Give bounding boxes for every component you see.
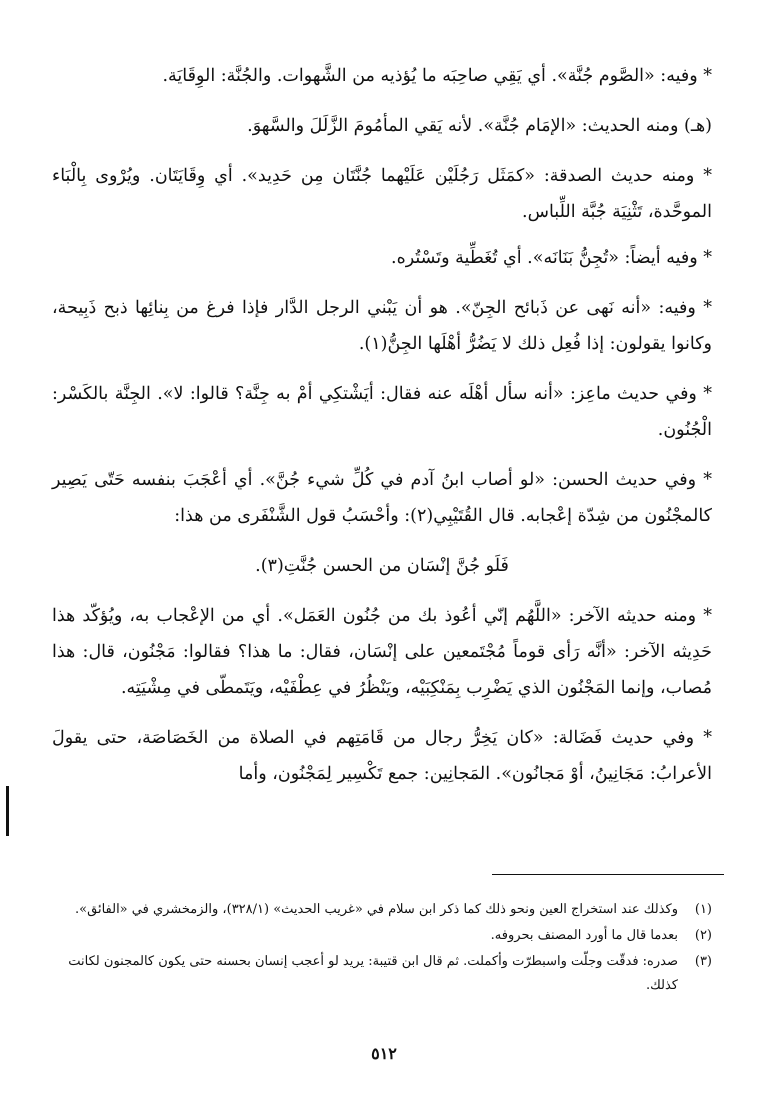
footnote-number: (١): [694, 902, 712, 917]
paragraph: * وفيه أيضاً: «تُجِنُّ بَنَانَه». أي تُغَطِّية وتَسْتُره.: [391, 248, 712, 268]
paragraph: * ومنه حديثه الآخر: «اللَّهُم إنّي أعُوذ بك من جُنُون العَمَل». أي من الإعْجاب به، ويُؤكّد هذا حَدِيثه الآخر: «أنَّه رَأى قوماً مُجْتَمعين على إنْسَان، فقال: ما هذا؟ فقالوا: مَجْنُون، قال: هذا مُصاب، وإنما المَجْنُون الذي يَضْرِب بِمَنْكِبَيْه، ويَنْظُرُ في عِطْفَيْه، ويَتَمطّى في مِشْيَتِه.: [52, 606, 712, 698]
page-number: ٥١٢: [371, 1044, 397, 1063]
footnote: [60, 950, 712, 998]
footnote-separator: [492, 874, 724, 875]
paragraph: * وفيه: «الصَّوم جُنَّة». أي يَقِي صاحِبَه ما يُؤذيه من الشَّهوات. والجُنَّة: الوِقَايَة.: [162, 66, 712, 86]
footnote: [60, 924, 712, 948]
paragraph: * وفيه: «أنه نَهى عن ذَبائح الجِنّ». هو أن يَبْني الرجل الدَّار فإذا فرغ من بِنائِها ذبح ذَبِيحة، وكانوا يقولون: إذا فُعِل ذلك لا يَضُرُّ أهْلَها الجِنُّ(١).: [52, 298, 712, 354]
paragraph: * وفي حديث الحسن: «لو أصاب ابنُ آدم في كُلِّ شيء جُنَّ». أي أعْجَبَ بنفسه حَتّى يَصِير كالمجْنُون من شِدّة إعْجابه. قال القُتَيْبِي(٢): وأحْسَبُ قول الشَّنْفَرى من هذا:: [52, 470, 712, 526]
footnote-number: (٢): [694, 928, 712, 943]
footnote-number: (٣): [694, 954, 712, 969]
footnote-text: بعدما قال ما أورد المصنف بحروفه.: [490, 928, 678, 943]
footnote-text: صدره: فدقّت وجلّت واسبطرّت وأكملت. ثم قال ابن قتيبة: يريد لو أعجب إنسان بحسنه حتى يكون كالمجنون لكانت كذلك.: [68, 954, 678, 993]
main-text: [52, 58, 712, 806]
footnote-text: وكذلك عند استخراج العين ونحو ذلك كما ذكر ابن سلام في «غريب الحديث» (٣٢٨/١)، والزمخشري في «الفائق».: [75, 902, 678, 917]
paragraph: * وفي حديث فَضَالة: «كان يَخِرُّ رجال من قَامَتِهم في الصلاة من الخَصَاصَة، حتى يقولَ الأعرابُ: مَجَانِينُ، أوْ مَجانُون». المَجانِين: جمع تَكْسِير لِمَجْنُون، وأما: [52, 728, 712, 784]
paragraph: * ومنه حديث الصدقة: «كمَثَل رَجُلَيْن عَلَيْهما جُنَّتَان مِن حَدِيد». أي وِقَايَتَان. ويُرْوى بِالْبَاء الموحَّدة، تَثْنِيَة جُبَّة اللِّباس.: [52, 166, 712, 222]
footnote: [60, 898, 712, 922]
footnotes: [60, 898, 712, 1000]
poem-verse: فَلَو جُنَّ إنْسَان من الحسن جُنَّتِ(٣).: [255, 556, 509, 576]
paragraph: (هـ) ومنه الحديث: «الإمَام جُنَّة». لأنه يَقي المأمُومَ الزَّلَلَ والسَّهوَ.: [247, 116, 712, 136]
margin-mark: [6, 786, 9, 836]
paragraph: * وفي حديث ماعِز: «أنه سأل أهْلَه عنه فقال: أيَشْتكِي أمْ به جِنَّة؟ قالوا: لا». الجِنَّة بالكَسْر: الْجُنُون.: [52, 384, 712, 440]
